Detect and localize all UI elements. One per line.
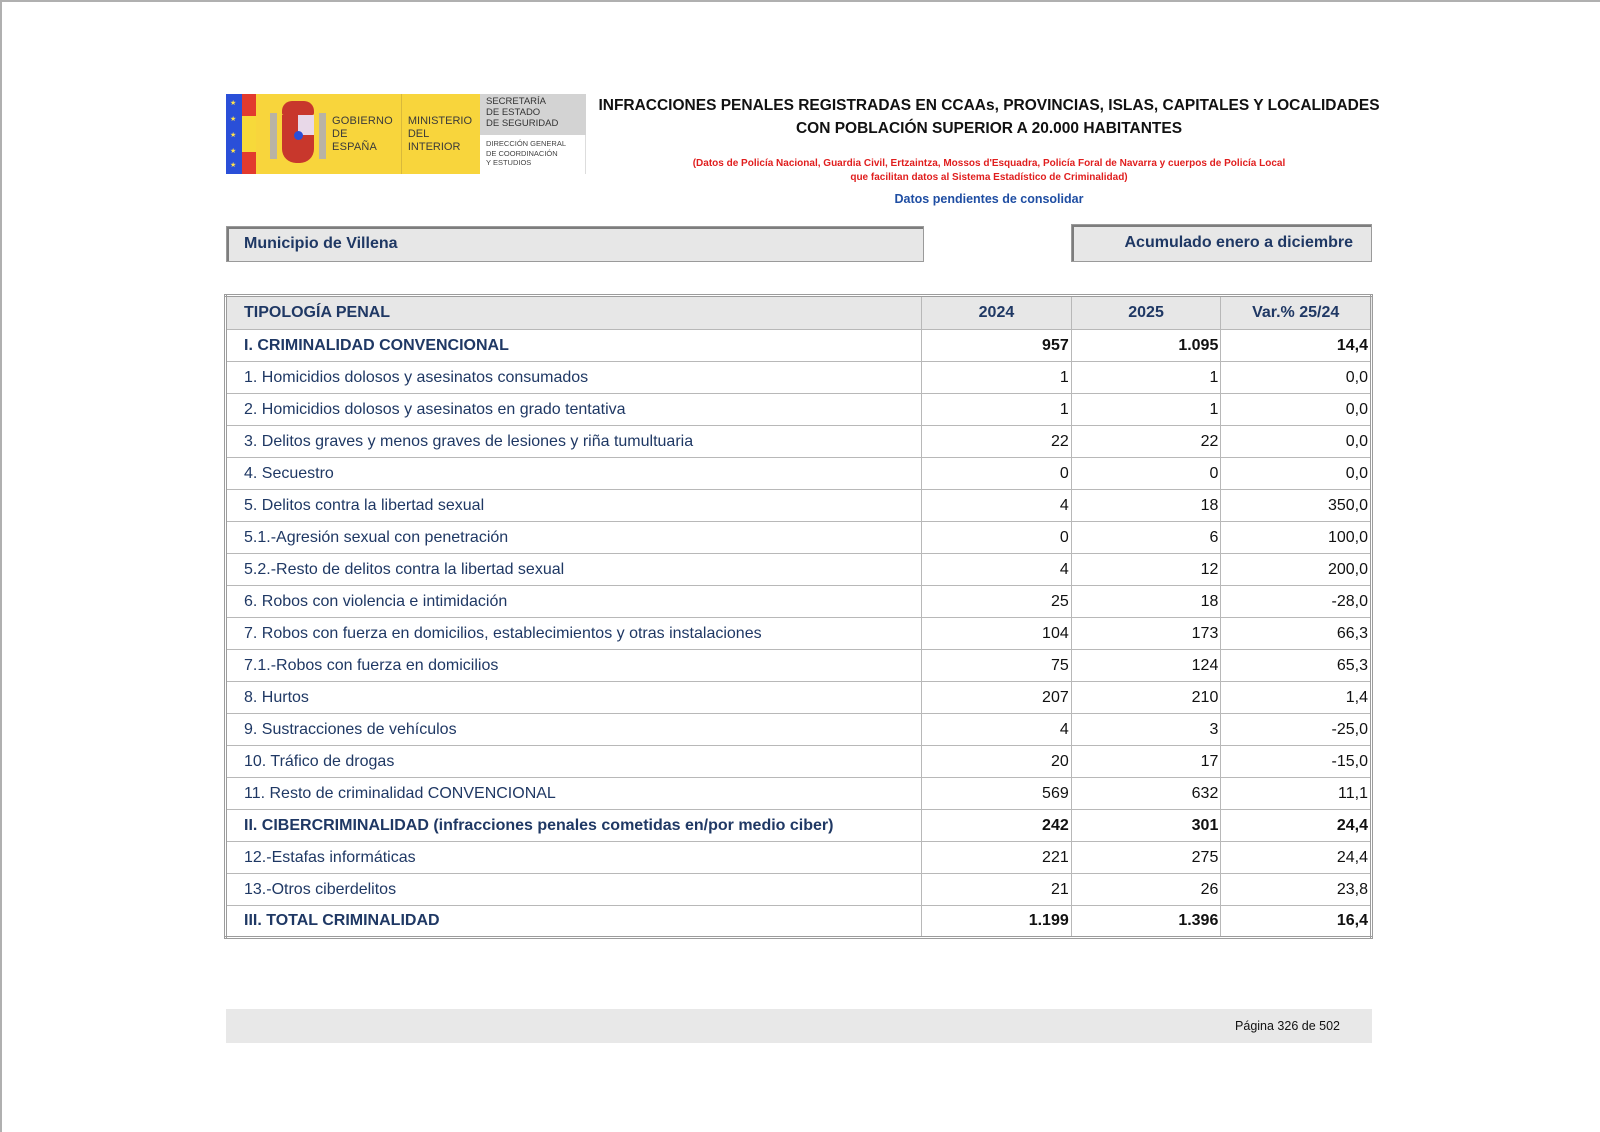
value-variation: 0,0 xyxy=(1221,362,1372,394)
value-2024: 221 xyxy=(922,842,1072,874)
table-row xyxy=(226,778,1372,810)
value-variation: 11,1 xyxy=(1221,778,1372,810)
value-variation: 16,4 xyxy=(1221,906,1372,938)
row-label: III. TOTAL CRIMINALIDAD xyxy=(226,906,922,938)
value-2025: 1.396 xyxy=(1071,906,1221,938)
logo-gobierno: GOBIERNO DE ESPAÑA xyxy=(332,114,393,153)
table-row xyxy=(226,874,1372,906)
table-row xyxy=(226,650,1372,682)
crime-statistics-table xyxy=(224,294,1373,939)
column-header-2025: 2025 xyxy=(1071,296,1221,330)
row-label: 1. Homicidios dolosos y asesinatos consumados xyxy=(226,362,922,394)
value-2024: 75 xyxy=(922,650,1072,682)
value-variation: 66,3 xyxy=(1221,618,1372,650)
table-row xyxy=(226,458,1372,490)
value-2025: 6 xyxy=(1071,522,1221,554)
value-2025: 275 xyxy=(1071,842,1221,874)
value-variation: 350,0 xyxy=(1221,490,1372,522)
row-label: 5. Delitos contra la libertad sexual xyxy=(226,490,922,522)
column-header-variation: Var.% 25/24 xyxy=(1221,296,1372,330)
value-variation: 0,0 xyxy=(1221,426,1372,458)
value-2025: 173 xyxy=(1071,618,1221,650)
row-label: 11. Resto de criminalidad CONVENCIONAL xyxy=(226,778,922,810)
value-2024: 0 xyxy=(922,458,1072,490)
table-row xyxy=(226,426,1372,458)
column-header-2024: 2024 xyxy=(922,296,1072,330)
value-2025: 0 xyxy=(1071,458,1221,490)
value-2025: 210 xyxy=(1071,682,1221,714)
table-row xyxy=(226,714,1372,746)
value-2024: 207 xyxy=(922,682,1072,714)
value-2024: 957 xyxy=(922,330,1072,362)
table-section-row xyxy=(226,906,1372,938)
value-2024: 4 xyxy=(922,714,1072,746)
value-2025: 1.095 xyxy=(1071,330,1221,362)
value-variation: 200,0 xyxy=(1221,554,1372,586)
value-2025: 22 xyxy=(1071,426,1221,458)
row-label: I. CRIMINALIDAD CONVENCIONAL xyxy=(226,330,922,362)
value-2024: 22 xyxy=(922,426,1072,458)
row-label: 8. Hurtos xyxy=(226,682,922,714)
value-2024: 0 xyxy=(922,522,1072,554)
value-2025: 12 xyxy=(1071,554,1221,586)
logo-ministerio: MINISTERIO DEL INTERIOR xyxy=(407,114,473,153)
row-label: 2. Homicidios dolosos y asesinatos en grado tentativa xyxy=(226,394,922,426)
pending-consolidation-note: Datos pendientes de consolidar xyxy=(894,192,1084,206)
table-header-row xyxy=(226,296,1372,330)
value-variation: -25,0 xyxy=(1221,714,1372,746)
value-variation: 14,4 xyxy=(1221,330,1372,362)
coat-of-arms-icon xyxy=(264,101,328,167)
value-2024: 1 xyxy=(922,394,1072,426)
value-2025: 301 xyxy=(1071,810,1221,842)
page-footer xyxy=(226,1009,1372,1043)
table-row xyxy=(226,842,1372,874)
flag-strip-icon: ★ ★ ★ ★ ★ xyxy=(226,94,256,174)
value-2025: 1 xyxy=(1071,394,1221,426)
municipality-label: Municipio de Villena xyxy=(226,226,924,262)
value-2025: 632 xyxy=(1071,778,1221,810)
value-variation: 100,0 xyxy=(1221,522,1372,554)
row-label: 12.-Estafas informáticas xyxy=(226,842,922,874)
government-logo xyxy=(226,94,586,174)
value-2024: 4 xyxy=(922,490,1072,522)
row-label: 5.2.-Resto de delitos contra la libertad sexual xyxy=(226,554,922,586)
value-2025: 17 xyxy=(1071,746,1221,778)
value-variation: 0,0 xyxy=(1221,458,1372,490)
table-section-row xyxy=(226,330,1372,362)
table-row xyxy=(226,586,1372,618)
row-label: 10. Tráfico de drogas xyxy=(226,746,922,778)
row-label: II. CIBERCRIMINALIDAD (infracciones penales cometidas en/por medio ciber) xyxy=(226,810,922,842)
value-variation: -28,0 xyxy=(1221,586,1372,618)
table-row xyxy=(226,522,1372,554)
value-variation: 24,4 xyxy=(1221,842,1372,874)
table-row xyxy=(226,554,1372,586)
page-number: Página 326 de 502 xyxy=(1235,1019,1340,1033)
table-row xyxy=(226,362,1372,394)
row-label: 7.1.-Robos con fuerza en domicilios xyxy=(226,650,922,682)
value-2024: 21 xyxy=(922,874,1072,906)
table-row xyxy=(226,618,1372,650)
row-label: 3. Delitos graves y menos graves de lesiones y riña tumultuaria xyxy=(226,426,922,458)
row-label: 5.1.-Agresión sexual con penetración xyxy=(226,522,922,554)
table-row xyxy=(226,490,1372,522)
row-label: 4. Secuestro xyxy=(226,458,922,490)
row-label: 6. Robos con violencia e intimidación xyxy=(226,586,922,618)
value-2024: 104 xyxy=(922,618,1072,650)
table-row xyxy=(226,394,1372,426)
period-label: Acumulado enero a diciembre xyxy=(1071,224,1372,262)
column-header-tipologia: TIPOLOGÍA PENAL xyxy=(226,296,922,330)
value-2025: 124 xyxy=(1071,650,1221,682)
value-2024: 25 xyxy=(922,586,1072,618)
table-section-row xyxy=(226,810,1372,842)
row-label: 7. Robos con fuerza en domicilios, establecimientos y otras instalaciones xyxy=(226,618,922,650)
value-variation: 1,4 xyxy=(1221,682,1372,714)
logo-direccion: DIRECCIÓN GENERAL DE COORDINACIÓN Y ESTUDIOS xyxy=(480,135,586,174)
table-row xyxy=(226,682,1372,714)
logo-secretaria: SECRETARÍA DE ESTADO DE SEGURIDAD xyxy=(480,94,586,135)
value-2024: 1 xyxy=(922,362,1072,394)
page-title: INFRACCIONES PENALES REGISTRADAS EN CCAAs, PROVINCIAS, ISLAS, CAPITALES Y LOCALIDADES CON POBLACIÓN SUPERIOR A 20.000 HABITANTES xyxy=(598,97,1380,137)
row-label: 9. Sustracciones de vehículos xyxy=(226,714,922,746)
value-2025: 18 xyxy=(1071,586,1221,618)
value-2025: 26 xyxy=(1071,874,1221,906)
value-2025: 18 xyxy=(1071,490,1221,522)
table-row xyxy=(226,746,1372,778)
data-source-note: (Datos de Policía Nacional, Guardia Civil, Ertzaintza, Mossos d'Esquadra, Policía Foral de Navarra y cuerpos de Policía Local que facilitan datos al Sistema Estadístico de Criminalidad) xyxy=(692,158,1286,183)
value-variation: 0,0 xyxy=(1221,394,1372,426)
value-2025: 3 xyxy=(1071,714,1221,746)
value-2024: 242 xyxy=(922,810,1072,842)
value-2024: 569 xyxy=(922,778,1072,810)
value-variation: -15,0 xyxy=(1221,746,1372,778)
value-2025: 1 xyxy=(1071,362,1221,394)
value-2024: 4 xyxy=(922,554,1072,586)
value-variation: 23,8 xyxy=(1221,874,1372,906)
value-variation: 65,3 xyxy=(1221,650,1372,682)
value-2024: 20 xyxy=(922,746,1072,778)
value-2024: 1.199 xyxy=(922,906,1072,938)
value-variation: 24,4 xyxy=(1221,810,1372,842)
row-label: 13.-Otros ciberdelitos xyxy=(226,874,922,906)
